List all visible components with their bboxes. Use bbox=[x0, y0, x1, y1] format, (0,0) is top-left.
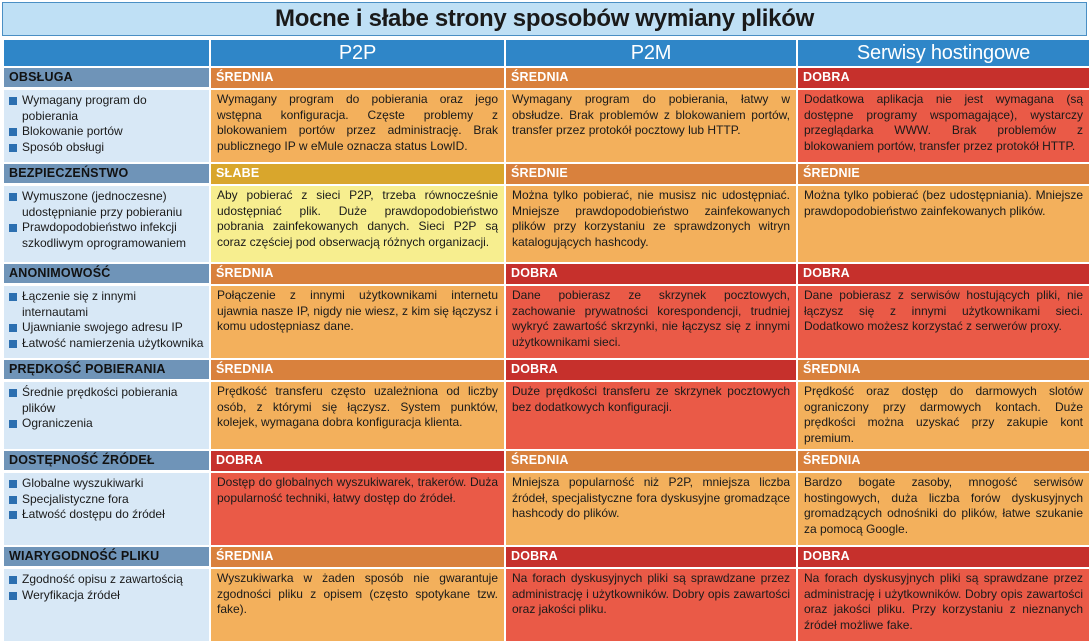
rating-label: ŚREDNIA bbox=[506, 68, 796, 88]
rating-label: DOBRA bbox=[798, 547, 1089, 567]
rating-label: ŚREDNIE bbox=[798, 164, 1089, 184]
square-bullet-icon bbox=[9, 592, 17, 600]
list-item bbox=[9, 507, 204, 523]
criteria-list bbox=[4, 186, 209, 262]
criterion-text: Ograniczenia bbox=[22, 416, 93, 430]
rating-label: ŚREDNIE bbox=[506, 164, 796, 184]
criterion-text: Średnie prędkości pobierania plików bbox=[22, 385, 178, 415]
square-bullet-icon bbox=[9, 293, 17, 301]
table-row bbox=[4, 569, 1089, 641]
category-label: DOSTĘPNOŚĆ ŹRÓDEŁ bbox=[4, 451, 209, 471]
criterion-text: Łatwość namierzenia użytkownika bbox=[22, 335, 204, 350]
square-bullet-icon bbox=[9, 511, 17, 519]
description-cell: Połączenie z innymi użytkownikami internetu ujawnia nasze IP, nigdy nie wiesz, z kim się łączysz i komu udostępniasz dane. bbox=[211, 286, 504, 358]
list-item bbox=[9, 492, 204, 508]
criterion-text: Zgodność opisu z zawartością bbox=[22, 572, 183, 586]
square-bullet-icon bbox=[9, 496, 17, 504]
description-cell: Wyszukiwarka w żaden sposób nie gwarantuje zgodności pliku z opisem (często spotykane tzw. fake). bbox=[211, 569, 504, 641]
criteria-list bbox=[4, 286, 209, 358]
category-row bbox=[4, 68, 1089, 88]
table-row bbox=[4, 286, 1089, 358]
category-label: ANONIMOWOŚĆ bbox=[4, 264, 209, 284]
criterion-text: Ujawnianie swojego adresu IP bbox=[22, 320, 183, 334]
rating-label: DOBRA bbox=[798, 68, 1089, 88]
description-cell: Wymagany program do pobierania, łatwy w obsłudze. Brak problemów z blokowaniem portów, transfer przez protokół pocztowy lub HTTP. bbox=[506, 90, 796, 162]
rating-label: ŚREDNIA bbox=[798, 451, 1089, 471]
criteria-list bbox=[4, 382, 209, 449]
rating-label: DOBRA bbox=[506, 547, 796, 567]
square-bullet-icon bbox=[9, 389, 17, 397]
category-row bbox=[4, 547, 1089, 567]
square-bullet-icon bbox=[9, 128, 17, 136]
rating-label: DOBRA bbox=[211, 451, 504, 471]
criterion-text: Łączenie się z innymi internautami bbox=[22, 289, 137, 319]
criteria-list bbox=[4, 90, 209, 162]
square-bullet-icon bbox=[9, 420, 17, 428]
list-item bbox=[9, 124, 204, 140]
category-row bbox=[4, 360, 1089, 380]
column-header-row bbox=[4, 40, 1089, 66]
criterion-text: Wymuszone (jednoczesne) udostępnianie przy pobieraniu bbox=[22, 189, 183, 219]
description-cell: Można tylko pobierać (bez udostępniania). Mniejsze prawdopodobieństwo zainfekowanych plików. bbox=[798, 186, 1089, 262]
rating-label: DOBRA bbox=[506, 360, 796, 380]
rating-label: ŚREDNIA bbox=[798, 360, 1089, 380]
rating-label: ŚREDNIA bbox=[211, 264, 504, 284]
list-item bbox=[9, 189, 204, 220]
category-label: BEZPIECZEŃSTWO bbox=[4, 164, 209, 184]
list-item bbox=[9, 140, 204, 156]
square-bullet-icon bbox=[9, 480, 17, 488]
description-cell: Prędkość transferu często uzależniona od liczby osób, z którymi się łączysz. System punktów, kolejek, wymagana dobra konfiguracja klienta. bbox=[211, 382, 504, 449]
category-row bbox=[4, 451, 1089, 471]
criterion-text: Wymagany program do pobierania bbox=[22, 93, 147, 123]
list-item bbox=[9, 93, 204, 124]
square-bullet-icon bbox=[9, 97, 17, 105]
category-label: PRĘDKOŚĆ POBIERANIA bbox=[4, 360, 209, 380]
square-bullet-icon bbox=[9, 144, 17, 152]
list-item bbox=[9, 220, 204, 251]
category-row bbox=[4, 264, 1089, 284]
rating-label: SŁABE bbox=[211, 164, 504, 184]
description-cell: Na forach dyskusyjnych pliki są sprawdzane przez administrację i użytkowników. Dobry opis zawartości oraz jakości pliku. Przy korzystaniu z nieznanych źródeł możliwe fake. bbox=[798, 569, 1089, 641]
rating-label: ŚREDNIA bbox=[211, 360, 504, 380]
category-label: OBSŁUGA bbox=[4, 68, 209, 88]
column-header-hosting: Serwisy hostingowe bbox=[798, 40, 1089, 66]
description-cell: Dane pobierasz z serwisów hostujących pliki, nie łączysz się z innymi użytkownikami sieci. Dodatkowo możesz korzystać z serwerów proxy. bbox=[798, 286, 1089, 358]
criterion-text: Blokowanie portów bbox=[22, 124, 123, 138]
criterion-text: Łatwość dostępu do źródeł bbox=[22, 507, 165, 521]
rating-label: ŚREDNIA bbox=[211, 68, 504, 88]
list-item bbox=[9, 572, 204, 588]
criterion-text: Weryfikacja źródeł bbox=[22, 587, 120, 602]
table-body bbox=[4, 68, 1089, 641]
list-item bbox=[9, 289, 204, 320]
criteria-list bbox=[4, 569, 209, 641]
description-cell: Bardzo bogate zasoby, mnogość serwisów hostingowych, duża liczba forów dyskusyjnych gromadzących odnośniki do plików, łatwe szukanie za pomocą Google. bbox=[798, 473, 1089, 545]
table-row bbox=[4, 186, 1089, 262]
column-header-p2p: P2P bbox=[211, 40, 504, 66]
criteria-list bbox=[4, 473, 209, 545]
rating-label: DOBRA bbox=[506, 264, 796, 284]
criterion-text: Prawdopodobieństwo infekcji szkodliwym oprogramowaniem bbox=[22, 220, 187, 250]
criterion-text: Specjalistyczne fora bbox=[22, 491, 129, 506]
description-cell: Wymagany program do pobierania oraz jego wstępna konfiguracja. Częste problemy z blokowaniem portów przez administrację. Brak publicznego IP w eMule oznacza status LowID. bbox=[211, 90, 504, 162]
description-cell: Prędkość oraz dostęp do darmowych slotów ograniczony przy darmowych kontach. Duże prędkości można uzyskać przy zakupie kont premium. bbox=[798, 382, 1089, 449]
table-row bbox=[4, 382, 1089, 449]
rating-label: DOBRA bbox=[798, 264, 1089, 284]
description-cell: Duże prędkości transferu ze skrzynek pocztowych bez dodatkowych konfiguracji. bbox=[506, 382, 796, 449]
criterion-text: Sposób obsługi bbox=[22, 139, 105, 154]
description-cell: Można tylko pobierać, nie musisz nic udostępniać. Mniejsze prawdopodobieństwo zainfekowanych plików przy korzystaniu ze sprawdzonych witryn katalogujących hashcody. bbox=[506, 186, 796, 262]
criterion-text: Globalne wyszukiwarki bbox=[22, 476, 144, 490]
category-label: WIARYGODNOŚĆ PLIKU bbox=[4, 547, 209, 567]
list-item bbox=[9, 336, 204, 352]
category-row bbox=[4, 164, 1089, 184]
list-item bbox=[9, 476, 204, 492]
square-bullet-icon bbox=[9, 576, 17, 584]
list-item bbox=[9, 385, 204, 416]
description-cell: Mniejsza popularność niż P2P, mniejsza liczba źródeł, specjalistyczne fora dyskusyjne gromadzące hashcody do plików. bbox=[506, 473, 796, 545]
description-cell: Dostęp do globalnych wyszukiwarek, trakerów. Duża popularność techniki, łatwy dostęp do źródeł. bbox=[211, 473, 504, 545]
square-bullet-icon bbox=[9, 324, 17, 332]
square-bullet-icon bbox=[9, 340, 17, 348]
description-cell: Na forach dyskusyjnych pliki są sprawdzane przez administrację i użytkowników. Dobry opis zawartości oraz jakości pliku. bbox=[506, 569, 796, 641]
list-item bbox=[9, 588, 204, 604]
square-bullet-icon bbox=[9, 193, 17, 201]
comparison-table bbox=[2, 38, 1089, 643]
description-cell: Dodatkowa aplikacja nie jest wymagana (są dostępne programy wspomagające), wystarczy przeglądarka WWW. Brak problemów z blokowaniem portów, transfer przez protokół HTTP. bbox=[798, 90, 1089, 162]
table-row bbox=[4, 473, 1089, 545]
description-cell: Dane pobierasz ze skrzynek pocztowych, zachowanie prywatności korespondencji, trudniej wykryć zawartość skrzynki, nie łączysz się z innymi użytkownikami sieci. bbox=[506, 286, 796, 358]
list-item bbox=[9, 416, 204, 432]
column-header-p2m: P2M bbox=[506, 40, 796, 66]
rating-label: ŚREDNIA bbox=[506, 451, 796, 471]
description-cell: Aby pobierać z sieci P2P, trzeba równocześnie udostępniać plik. Duże prawdopodobieństwo pobrania zainfekowanych danych. Sieci P2P są coraz częściej pod obserwacją różnych organizacji. bbox=[211, 186, 504, 262]
list-item bbox=[9, 320, 204, 336]
rating-label: ŚREDNIA bbox=[211, 547, 504, 567]
page-title: Mocne i słabe strony sposobów wymiany plików bbox=[2, 2, 1087, 36]
header-corner bbox=[4, 40, 209, 66]
table-row bbox=[4, 90, 1089, 162]
square-bullet-icon bbox=[9, 224, 17, 232]
